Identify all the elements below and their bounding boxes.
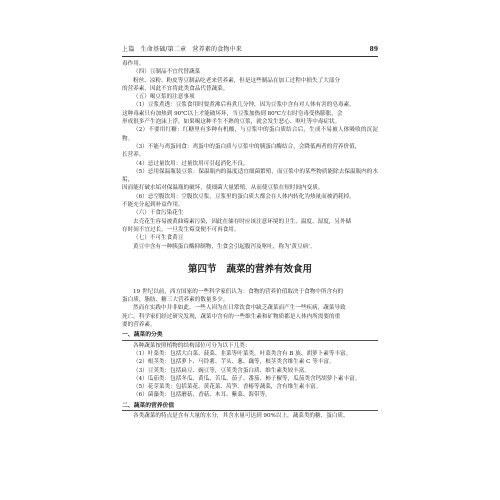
list-item: （5）花芽菜类：包括菜花、黄花菜、莴笋、香椿等蔬菜，含有维生素丰富。 bbox=[133, 384, 322, 391]
subheading: （七）不可生食黄豆 bbox=[133, 235, 184, 242]
body-line: 然而在实践中并非如此。一些人因为在日常饮食中缺乏蔬菜而产生一些疾病，蔬菜导致 bbox=[133, 305, 346, 312]
body-line: 蛋白质、脂肪、糖三大营养素的数量多少。 bbox=[122, 297, 229, 304]
body-line: （2）不要用红糖：红糖里有多种有机酸，与豆浆中的蛋白质结合后，生成不易被人体吸收的沉淀物。 bbox=[122, 127, 378, 142]
list-item: （4）瓜茄类：包括冬瓜、黄瓜、苦瓜、茄子、番茄、柿子椒等，瓜茄类含钙胡萝卜素丰富。 bbox=[133, 375, 361, 382]
body-line: 形成很多产生泡沫上浮，如果喝这种半生不熟的豆浆，就会发生恶心、呕吐等中毒症状。 bbox=[122, 119, 341, 126]
section-title bbox=[122, 264, 378, 276]
body-line: 去壳花生容易被黄曲霉素污染，因此在储存时应该注意环境的卫生、温度、湿度，另外储 bbox=[133, 218, 352, 225]
heading-classification: 一、蔬菜的分类 bbox=[122, 332, 163, 339]
body-line: 各类蔬菜的特点是含有大量的水分，其含水量可达到 90%以上，蔬菜类的糖、蛋白质、 bbox=[133, 412, 349, 419]
body-line: （1）豆浆煮透：豆浆食用时要煮沸后再煮几分钟，因为豆浆中含有对人体有害的皂毒素， bbox=[133, 102, 355, 109]
heading-rule bbox=[122, 410, 378, 411]
body-line: （6）忌空腹饮用：空腹饮豆浆，豆浆里的蛋白质大都会在人体内转化为热量而被消耗掉， bbox=[133, 193, 355, 200]
body-line: 毒作用。 bbox=[122, 61, 145, 67]
body-line: 死亡。科学家们经过研究发现，蔬菜中含有的一些维生素和矿物质都是人体内所需要的重 bbox=[122, 313, 341, 320]
list-item: （2）根茎类：包括萝卜、马铃薯、芋头、葱、藕等，根茎类含维生素 C 等丰富。 bbox=[133, 359, 335, 366]
body-line: 各种蔬菜按照植物的结构部位可分为以下几类： bbox=[133, 342, 251, 349]
body-line: 要的营养素。 bbox=[122, 322, 156, 329]
subheading: （五）喝豆浆的注意事项 bbox=[133, 94, 195, 101]
body-line: 这种毒素只有加热到 90℃以上才能破坏坏，当豆浆加热到 80℃左右时皂毒受热膨胀，会 bbox=[122, 110, 343, 117]
body-line: 长营养。 bbox=[122, 152, 145, 159]
body-line: 19 世纪以前，西方国家的一些科学家们认为：食物的营养价值取决于食物中所含有的 bbox=[133, 288, 344, 295]
list-item: （1）叶菜类：包括大白菜、菠菜、韭菜等叶菜类，叶菜类含有 B 族、胡萝卜素等丰富。 bbox=[133, 350, 352, 357]
subheading: （四）豆制品不宜代替蔬菜 bbox=[133, 69, 201, 76]
body-line: 存时间不宜过长，一旦发生霉变便不可再食用。 bbox=[122, 226, 240, 233]
list-item: （6）菌藻类：包括蘑菇、香菇、木耳、紫菜、海带等。 bbox=[133, 392, 271, 399]
section-heading: 蔬菜的营养有效食用 bbox=[226, 263, 313, 275]
heading-rule bbox=[122, 340, 378, 341]
page-number: 89 bbox=[369, 46, 378, 53]
running-header bbox=[122, 44, 378, 57]
body-line: 的营养素，因此不宜将此类食品代替蔬菜。 bbox=[122, 85, 229, 92]
header-text: 上篇 生命基础/第二章 营养素的食物中来 bbox=[122, 46, 243, 53]
body-line: （5）忌用保温瓶装豆浆：保温瓶内的温度适宜细菌繁殖，而豆浆中的某些物质能除去保温瓶内的水垢， bbox=[122, 168, 378, 184]
body-line: 不能充分起到补益作用。 bbox=[122, 202, 184, 209]
heading-nutrition: 二、蔬菜的营养价值 bbox=[122, 402, 175, 409]
body-line: 粉丝、凉粉、粉皮等豆制品吃老来营养素，但是这些制品在加工过程中损失了大部分 bbox=[133, 77, 340, 84]
page-body bbox=[122, 60, 378, 420]
section-number: 第四节 bbox=[187, 263, 217, 275]
body-line: 黄豆中含有一种胰蛋白酶抑制物，生食会引起腹泻及呕吐，称为‘黄豆病’。 bbox=[133, 243, 316, 250]
body-line: （4）忌过量饮用：过量饮用可引起消化不良。 bbox=[133, 160, 249, 167]
body-line: 因而能打破水垢对保温瓶的破坏，使细菌大量繁殖，从而使豆浆在短时间内变质。 bbox=[122, 185, 324, 192]
body-line: （3）不能与鸡蛋同食：鸡蛋中的蛋白质与豆浆中的胰蛋白酶结合，会降低两者的营养价值， bbox=[133, 143, 361, 150]
list-item: （3）豆荚类：包括扁豆、豌豆等，豆荚类含蛋白质、维生素类较丰富。 bbox=[133, 367, 310, 374]
subheading: （六）干食污染花生 bbox=[133, 210, 184, 217]
